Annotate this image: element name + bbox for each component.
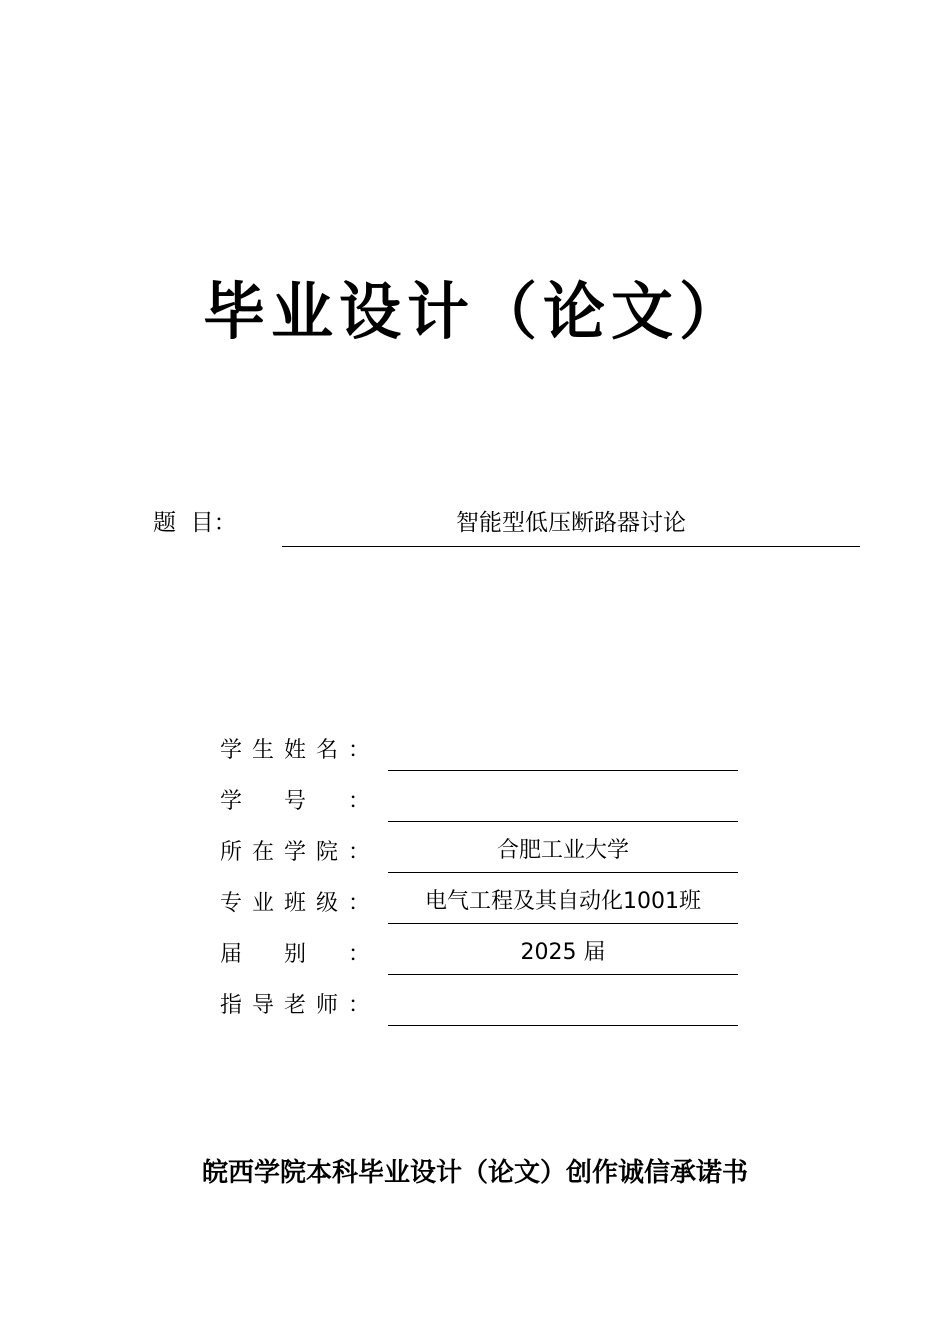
graduating-year-label: 届 别 ： [220,942,370,967]
graduating-year-underline [388,974,738,975]
thesis-title: 毕业设计（论文） [202,275,747,348]
advisor-label: 指 导 老 师 ： [220,993,370,1018]
major-class-row [220,875,740,925]
student-name-underline [388,770,738,771]
major-class-label: 专 业 班 级 ： [220,891,370,916]
topic-label: 题 目： [153,510,237,536]
graduating-year-value: 2025 届 [520,940,606,965]
college-row [220,824,740,874]
graduating-year-row [220,926,740,976]
major-class-underline [388,923,738,924]
student-id-row [220,773,740,823]
advisor-row [220,977,740,1027]
student-name-row [220,722,740,772]
integrity-pledge-title: 皖西学院本科毕业设计（论文）创作诚信承诺书 [201,1158,748,1188]
topic-underline [282,546,860,547]
advisor-underline [388,1025,738,1026]
major-class-value: 电气工程及其自动化1001班 [425,889,701,914]
student-id-underline [388,821,738,822]
student-id-label: 学 号 ： [220,789,370,814]
topic-value: 智能型低压断路器讨论 [456,510,686,536]
student-name-label: 学 生 姓 名 ： [220,738,370,763]
college-label: 所 在 学 院 ： [220,840,370,865]
college-value: 合肥工业大学 [496,838,629,863]
college-underline [388,872,738,873]
